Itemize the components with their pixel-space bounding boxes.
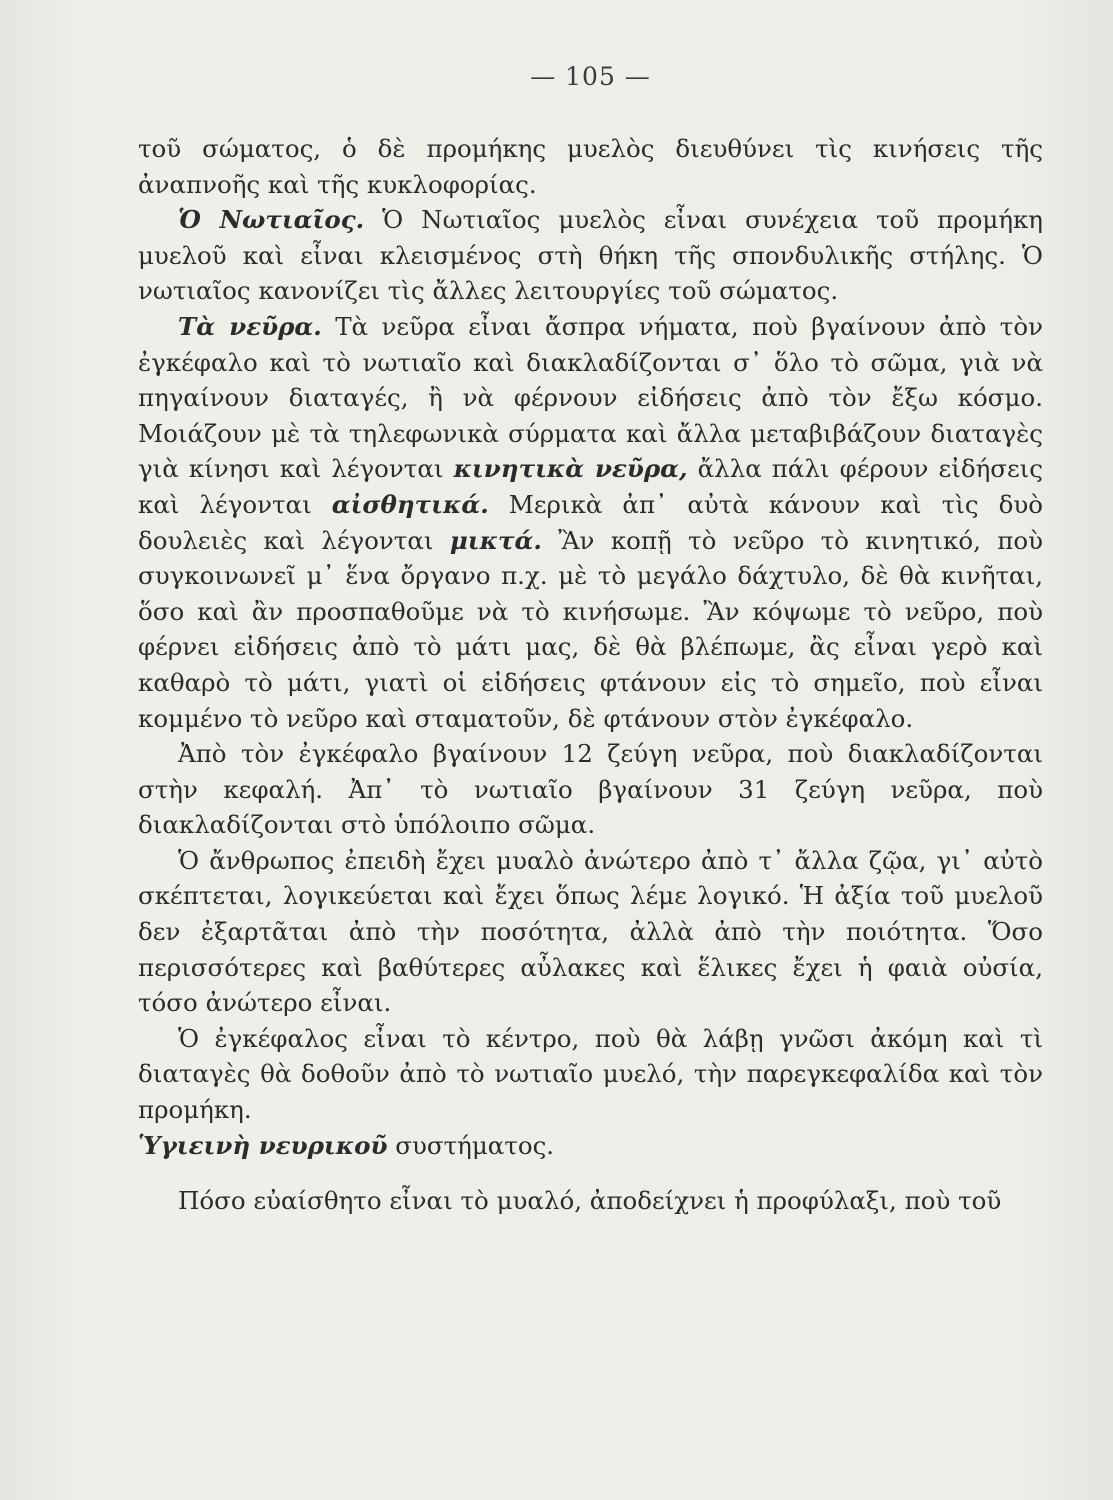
text-run: τοῦ σώματος, ὁ δὲ προμήκης μυελὸς διευθύνει τὶς κινήσεις τῆς ἀναπνοῆς καὶ τῆς κυκλοφορίας. [138,134,1043,199]
final-paragraph: Πόσο εὐαίσθητο εἶναι τὸ μυαλό, ἀποδείχνει ἡ προφύλαξι, ποὺ τοῦ [178,1186,1002,1216]
section-heading [138,1128,1043,1164]
section-heading-italic: Ὑγιεινὴ νευρικοῦ [138,1130,388,1160]
italic-term: Ὁ Νωτιαῖος. [178,205,365,235]
paragraph-p2 [138,309,1043,736]
italic-term: Τὰ νεῦρα. [178,311,322,341]
paragraph-p3 [138,736,1043,843]
italic-term: κινητικὰ νεῦρα, [453,454,688,484]
italic-term: αἰσθητικά. [331,489,489,519]
paragraph-p1 [138,202,1043,309]
paragraph-p5 [138,1021,1043,1128]
text-run: Ὁ ἄνθρωπος ἐπειδὴ ἔχει μυαλὸ ἀνώτερο ἀπὸ τ᾽ ἄλλα ζῷα, γι᾽ αὐτὸ σκέπτεται, λογικεύεται καὶ ἔχει ὅπως λέμε λογικό. Ἡ ἀξία τοῦ μυελοῦ δεν ἐξαρτᾶται ἀπὸ τὴν ποσότητα, ἀλλὰ ἀπὸ τὴν ποιότητα. Ὅσο περισσότερες καὶ βαθύτερες αὖλακες καὶ ἕλικες ἔχει ἡ φαιὰ οὐσία, τόσο ἀνώτερο εἶναι. [138,845,1043,1018]
page-body [138,131,1043,1219]
text-run: Μερικὰ ἀπ᾽ αὐτὰ κάνουν καὶ τὶς δυὸ δουλειὲς καὶ λέγονται [138,489,1043,555]
text-run: ἄλλα πάλι φέρουν εἰδήσεις καὶ λέγονται [138,454,1043,519]
text-run: Ὁ Νωτιαῖος μυελὸς εἶναι συνέχεια τοῦ προμήκη μυελοῦ καὶ εἶναι κλεισμένος στὴ θήκη τῆς σπονδυλικῆς στήλης. Ὁ νωτιαῖος κανονίζει τὶς ἄλλες λειτουργίες τοῦ σώματος. [138,205,1043,306]
paragraph-p0 [138,131,1043,202]
section-heading-plain: συστήματος. [387,1130,555,1160]
text-run: Ὁ ἐγκέφαλος εἶναι τὸ κέντρο, ποὺ θὰ λάβῃ γνῶσι ἀκόμη καὶ τὶ διαταγὲς θὰ δοθοῦν ἀπὸ τὸ νωτιαῖο μυελό, τὴν παρεγκεφαλίδα καὶ τὸν προμήκη. [138,1023,1043,1125]
text-run: Ἀπὸ τὸν ἐγκέφαλο βγαίνουν 12 ζεύγη νεῦρα, ποὺ διακλαδίζονται στὴν κεφαλή. Ἀπ᾽ τὸ νωτιαῖο βγαίνουν 31 ζεύγη νεῦρα, ποὺ διακλαδίζονται στὸ ὑπόλοιπο σῶμα. [138,739,1043,840]
text-run: Τὰ νεῦρα εἶναι ἄσπρα νήματα, ποὺ βγαίνουν ἀπὸ τὸν ἐγκέφαλο καὶ τὸ νωτιαῖο καὶ διακλαδίζονται σ᾽ ὅλο τὸ σῶμα, γιὰ νὰ πηγαίνουν διαταγές, ἢ νὰ φέρνουν εἰδήσεις ἀπὸ τὸν ἔξω κόσμο. Μοιάζουν μὲ τὰ τηλεφωνικὰ σύρματα καὶ ἄλλα μεταβιβάζουν διαταγὲς γιὰ κίνησι καὶ λέγονται [138,311,1043,484]
paragraph-p4 [138,843,1043,1021]
paragraph-list [138,131,1043,1128]
italic-term: μικτά. [449,525,542,555]
text-run: Ἂν κοπῇ τὸ νεῦρο τὸ κινητικό, ποὺ συγκοινωνεῖ μ᾽ ἕνα ὄργανο π.χ. μὲ τὸ μεγάλο δάχτυλο, δὲ θὰ κινῆται, ὅσο καὶ ἂν προσπαθοῦμε νὰ τὸ κινήσωμε. Ἂν κόψωμε τὸ νεῦρο, ποὺ φέρνει εἰδήσεις ἀπὸ τὸ μάτι μας, δὲ θὰ βλέπωμε, ἂς εἶναι γερὸ καὶ καθαρὸ τὸ μάτι, γιατὶ οἱ εἰδήσεις φτάνουν εἰς τὸ σημεῖο, ποὺ εἶναι κομμένο τὸ νεῦρο καὶ σταματοῦν, δὲ φτάνουν στὸν ἐγκέφαλο. [138,525,1043,733]
page-number: — 105 — [530,62,651,91]
